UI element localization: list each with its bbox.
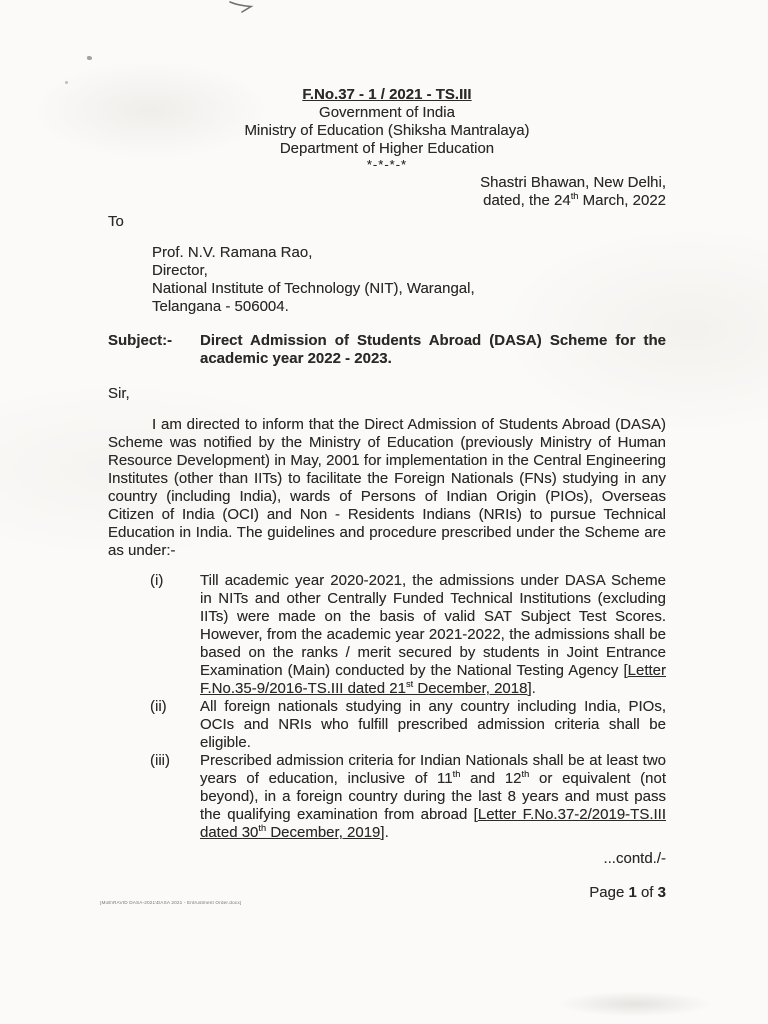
guideline-text: Till academic year 2020-2021, the admissions under DASA Scheme in NITs and other Centrally Funded Technical Institutions (excluding IITs) were made on the basis of valid SAT Subject Test Scores. However, from the academic year 2021-2022, the admissions shall be based on the ranks / merit secured by students in Joint Entrance Examination (Main) conducted by the National Testing Agency [Letter F.No.35-9/2016-TS.III dated 21st December, 2018]. <box>200 572 666 697</box>
ordinal-superscript: st <box>405 679 414 689</box>
list-marker: (i) <box>150 572 164 589</box>
document-path-footnote: [MoE\RAVID DASA-2021\DASA 2021 - Entrustment Order.docx] <box>100 901 242 906</box>
list-marker: (iii) <box>150 752 170 769</box>
guidelines-list <box>108 572 666 842</box>
recipient-address <box>152 244 666 316</box>
salutation: Sir, <box>108 385 130 402</box>
recipient-designation: Director, <box>152 262 208 279</box>
list-marker: (ii) <box>150 698 167 715</box>
org-line-department: Department of Higher Education <box>279 140 495 157</box>
date-superscript: th <box>570 191 579 201</box>
letterhead <box>108 0 666 172</box>
place-line: Shastri Bhawan, New Delhi, <box>480 174 666 191</box>
recipient-state-pin: Telangana - 506004. <box>152 298 289 315</box>
place-date-block <box>108 174 666 210</box>
recipient-institute: National Institute of Technology (NIT), Warangal, <box>152 280 475 297</box>
scan-speck <box>87 56 92 60</box>
continuation-mark: ...contd./- <box>603 850 666 867</box>
total-pages: 3 <box>657 884 666 901</box>
subject-text: Direct Admission of Students Abroad (DASA) Scheme for the academic year 2022 - 2023. <box>200 332 666 367</box>
page-number: Page 1 of 3 <box>589 884 666 901</box>
file-number: F.No.37 - 1 / 2021 - TS.III <box>302 86 472 103</box>
letterhead-separator: *-*-*-* <box>366 157 408 172</box>
current-page: 1 <box>628 884 637 901</box>
recipient-name: Prof. N.V. Ramana Rao, <box>152 244 313 261</box>
ordinal-superscript: th <box>258 823 267 833</box>
org-line-ministry: Ministry of Education (Shiksha Mantralaya) <box>244 122 530 139</box>
subject-label: Subject:- <box>108 332 173 349</box>
guideline-text: Prescribed admission criteria for Indian Nationals shall be at least two years of education, inclusive of 11th and 12th or equivalent (not beyond), in a foreign country during the last 8 years and must pass the qualifying examination from abroad [Letter F.No.37-2/2019-TS.III dated 30th December, 2019]. <box>200 752 667 841</box>
ordinal-superscript: th <box>452 769 461 779</box>
guideline-item-iii <box>150 752 666 842</box>
scan-speck <box>65 81 68 84</box>
guideline-text: All foreign nationals studying in any country including India, PIOs, OCIs and NRIs who fulfill prescribed admission criteria shall be eligible. <box>200 698 666 751</box>
to-label: To <box>108 213 124 230</box>
subject-row <box>108 332 666 368</box>
guideline-item-i <box>150 572 666 698</box>
reference-letter-2019: Letter F.No.37-2/2019-TS.III dated 30th December, 2019 <box>200 806 666 841</box>
letter-body <box>108 0 666 842</box>
guideline-item-ii <box>150 698 666 752</box>
ordinal-superscript: th <box>521 769 530 779</box>
date-line: dated, the 24th March, 2022 <box>483 191 666 209</box>
reference-letter-2018: Letter F.No.35-9/2016-TS.III dated 21st December, 2018 <box>200 662 666 697</box>
org-line-government: Government of India <box>319 104 455 121</box>
intro-paragraph: I am directed to inform that the Direct Admission of Students Abroad (DASA) Scheme was notified by the Ministry of Education (previously Ministry of Human Resource Development) in May, 2001 for implementation in the Central Engineering Institutes (other than IITs) to facilitate the Foreign Nationals (FNs) studying in any country (including India), wards of Persons of Indian Origin (PIOs), Overseas Citizen of India (OCI) and Non - Residents Indians (NRIs) to pursue Technical Education in India. The guidelines and procedure prescribed under the Scheme are as under:- <box>108 416 666 559</box>
